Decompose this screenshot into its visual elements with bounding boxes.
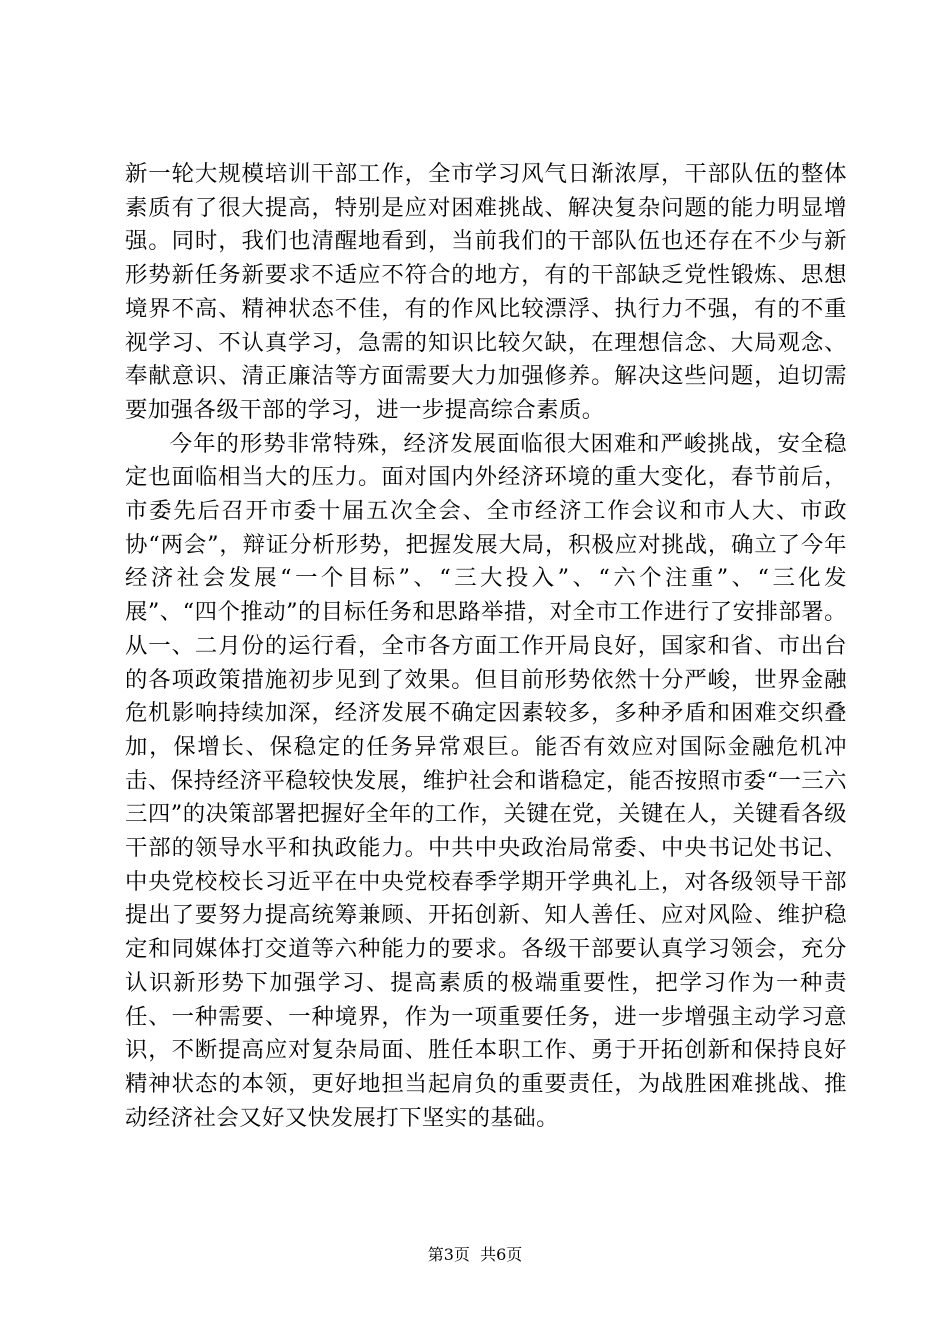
paragraph-continued: 新一轮大规模培训干部工作，全市学习风气日渐浓厚，干部队伍的整体素质有了很大提高，特别是应对困难挑战、解决复杂问题的能力明显增强。同时，我们也清醒地看到，当前我们的干部队伍也还存在不少与新形势新任务新要求不适应不符合的地方，有的干部缺乏党性锻炼、思想境界不高、精神状态不佳，有的作风比较漂浮、执行力不强，有的不重视学习、不认真学习，急需的知识比较欠缺，在理想信念、大局观念、奉献意识、清正廉洁等方面需要大力加强修养。解决这些问题，迫切需要加强各级干部的学习，进一步提高综合素质。 [125,161,847,423]
page-number-footer: 第3页 共6页 [427,1245,523,1264]
document-body [125,158,847,1135]
paragraph-situation: 今年的形势非常特殊，经济发展面临很大困难和严峻挑战，安全稳定也面临相当大的压力。面对国内外经济环境的重大变化，春节前后，市委先后召开市委十届五次全会、全市经济工作会议和市人大、市政协“两会”，辩证分析形势，把握发展大局，积极应对挑战，确立了今年经济社会发展“一个目标”、“三大投入”、“六个注重”、“三化发展”、“四个推动”的目标任务和思路举措，对全市工作进行了安排部署。从一、二月份的运行看，全市各方面工作开局良好，国家和省、市出台的各项政策措施初步见到了效果。但目前形势依然十分严峻，世界金融危机影响持续加深，经济发展不确定因素较多，多种矛盾和困难交织叠加，保增长、保稳定的任务异常艰巨。能否有效应对国际金融危机冲击、保持经济平稳较快发展，维护社会和谐稳定，能否按照市委“一三六三四”的决策部署把握好全年的工作，关键在党，关键在人，关键看各级干部的领导水平和执政能力。中共中央政治局常委、中央书记处书记、中央党校校长习近平在中央党校春季学期开学典礼上，对各级领导干部提出了要努力提高统筹兼顾、开拓创新、知人善任、应对风险、维护稳定和同媒体打交道等六种能力的要求。各级干部要认真学习领会，充分认识新形势下加强学习、提高素质的极端重要性，把学习作为一种责任、一种需要、一种境界，作为一项重要任务，进一步增强主动学习意识，不断提高应对复杂局面、胜任本职工作、勇于开拓创新和保持良好精神状态的本领，更好地担当起肩负的重要责任，为战胜困难挑战、推动经济社会又好又快发展打下坚实的基础。 [125,430,847,1131]
